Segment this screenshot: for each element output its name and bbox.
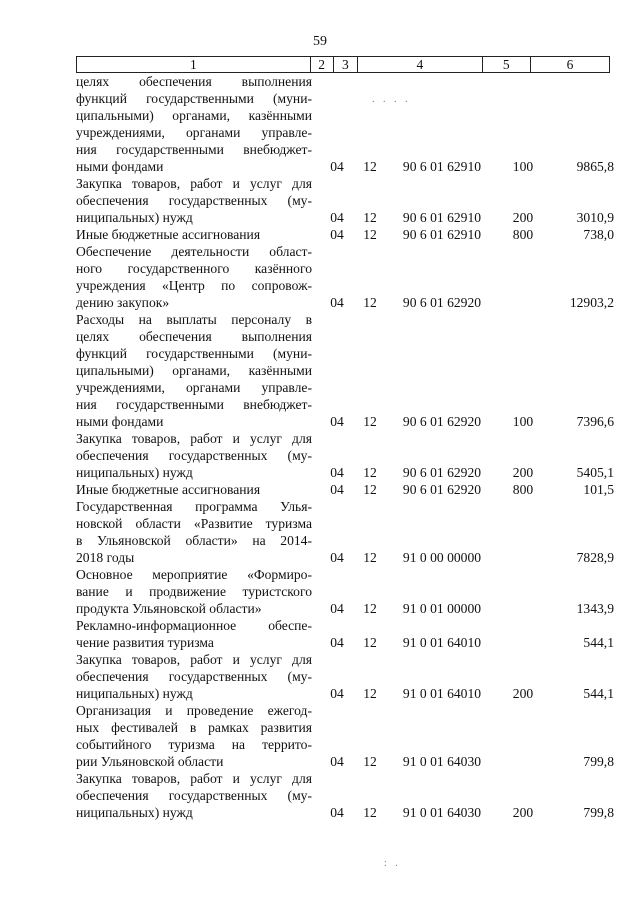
section-code: 04	[330, 465, 344, 480]
description-line: ными фондами	[76, 414, 164, 429]
description-line: Иные бюджетные ассигнования	[76, 482, 261, 497]
section-code: 04	[330, 210, 344, 225]
amount: 1343,9	[576, 601, 614, 616]
section-code: 04	[330, 635, 344, 650]
subsection-code: 12	[363, 601, 377, 616]
description-line: дению закупок»	[76, 295, 170, 310]
description-line: ципальными) органами, казёнными	[76, 363, 312, 378]
row-description	[76, 770, 312, 821]
table-row	[76, 430, 616, 481]
description-line: Расходы на выплаты персоналу в	[76, 312, 312, 327]
expense-type-code: 200	[512, 805, 534, 820]
column-header-4: 4	[358, 57, 482, 73]
section-code: 04	[330, 805, 344, 820]
subsection-code: 12	[363, 227, 377, 242]
description-line: Обеспечение деятельности област-	[76, 244, 312, 259]
row-description	[76, 498, 312, 566]
amount: 7396,6	[576, 414, 614, 429]
description-line: ниципальных) нужд	[76, 686, 193, 701]
row-description	[76, 702, 312, 770]
description-line: Иные бюджетные ассигнования	[76, 227, 261, 242]
row-description	[76, 311, 312, 430]
description-line: целях обеспечения выполнения	[76, 329, 312, 344]
description-line: рии Ульяновской области	[76, 754, 224, 769]
amount: 7828,9	[576, 550, 614, 565]
description-line: 2018 годы	[76, 550, 135, 565]
description-line: ниципальных) нужд	[76, 805, 193, 820]
subsection-code: 12	[363, 686, 377, 701]
expense-type-code: 200	[512, 465, 534, 480]
subsection-code: 12	[363, 805, 377, 820]
target-article-code: 90 6 01 62910	[402, 210, 482, 225]
column-header-table	[76, 56, 610, 73]
description-line: целях обеспечения выполнения	[76, 74, 312, 89]
description-line: учреждениями, органами управле-	[76, 380, 312, 395]
description-line: Организация и проведение ежегод-	[76, 703, 312, 718]
table-row	[76, 651, 616, 702]
page-number: 59	[313, 34, 327, 49]
section-code: 04	[330, 482, 344, 497]
amount: 544,1	[583, 635, 614, 650]
description-line: ного государственного казённого	[76, 261, 312, 276]
column-header-1: 1	[77, 57, 311, 73]
amount: 101,5	[583, 482, 614, 497]
description-line: новской области «Развитие туризма	[76, 516, 312, 531]
column-header-2: 2	[310, 57, 333, 73]
target-article-code: 90 6 01 62920	[402, 414, 482, 429]
subsection-code: 12	[363, 465, 377, 480]
table-row	[76, 498, 616, 566]
expense-type-code: 800	[512, 227, 534, 242]
description-line: событийного туризма на террито-	[76, 737, 312, 752]
amount: 12903,2	[569, 295, 614, 310]
description-line: Закупка товаров, работ и услуг для	[76, 431, 312, 446]
subsection-code: 12	[363, 550, 377, 565]
target-article-code: 91 0 00 00000	[402, 550, 482, 565]
description-line: обеспечения государственных (му-	[76, 788, 312, 803]
column-header-3: 3	[333, 57, 358, 73]
row-description	[76, 430, 312, 481]
description-line: Рекламно-информационное обеспе-	[76, 618, 312, 633]
row-description	[76, 73, 312, 175]
column-header-6: 6	[530, 57, 609, 73]
description-line: ципальными) органами, казёнными	[76, 108, 312, 123]
section-code: 04	[330, 414, 344, 429]
row-description	[76, 175, 312, 226]
row-description	[76, 651, 312, 702]
column-header-5: 5	[482, 57, 530, 73]
row-description	[76, 243, 312, 311]
description-line: продукта Ульяновской области»	[76, 601, 262, 616]
subsection-code: 12	[363, 295, 377, 310]
target-article-code: 91 0 01 64030	[402, 754, 482, 769]
description-line: ниципальных) нужд	[76, 465, 193, 480]
table-row	[76, 226, 616, 243]
table-row	[76, 175, 616, 226]
description-line: чение развития туризма	[76, 635, 214, 650]
description-line: Государственная программа Улья-	[76, 499, 312, 514]
target-article-code: 90 6 01 62920	[402, 465, 482, 480]
expense-type-code: 200	[512, 210, 534, 225]
expense-type-code: 100	[512, 159, 534, 174]
description-line: Основное мероприятие «Формиро-	[76, 567, 312, 582]
budget-table-body	[76, 73, 616, 821]
subsection-code: 12	[363, 210, 377, 225]
description-line: Закупка товаров, работ и услуг для	[76, 652, 312, 667]
section-code: 04	[330, 550, 344, 565]
subsection-code: 12	[363, 635, 377, 650]
target-article-code: 91 0 01 00000	[402, 601, 482, 616]
target-article-code: 90 6 01 62910	[402, 227, 482, 242]
section-code: 04	[330, 295, 344, 310]
table-row	[76, 311, 616, 430]
description-line: функций государственными (муни-	[76, 91, 312, 106]
amount: 3010,9	[576, 210, 614, 225]
description-line: ниципальных) нужд	[76, 210, 193, 225]
description-line: обеспечения государственных (му-	[76, 448, 312, 463]
description-line: Закупка товаров, работ и услуг для	[76, 176, 312, 191]
subsection-code: 12	[363, 159, 377, 174]
description-line: вание и продвижение туристского	[76, 584, 312, 599]
row-description	[76, 481, 312, 498]
row-description	[76, 617, 312, 651]
target-article-code: 91 0 01 64010	[402, 635, 482, 650]
amount: 5405,1	[576, 465, 614, 480]
table-row	[76, 770, 616, 821]
target-article-code: 90 6 01 62910	[402, 159, 482, 174]
table-row	[76, 481, 616, 498]
amount: 799,8	[583, 805, 614, 820]
description-line: ными фондами	[76, 159, 164, 174]
description-line: функций государственными (муни-	[76, 346, 312, 361]
amount: 544,1	[583, 686, 614, 701]
row-description	[76, 566, 312, 617]
section-code: 04	[330, 159, 344, 174]
description-line: ния государственными внебюджет-	[76, 142, 312, 157]
expense-type-code: 100	[512, 414, 534, 429]
target-article-code: 91 0 01 64030	[402, 805, 482, 820]
description-line: обеспечения государственных (му-	[76, 669, 312, 684]
scan-mark: : .	[384, 858, 401, 869]
subsection-code: 12	[363, 754, 377, 769]
target-article-code: 90 6 01 62920	[402, 295, 482, 310]
subsection-code: 12	[363, 482, 377, 497]
table-row	[76, 702, 616, 770]
description-line: ных фестивалей в рамках развития	[76, 720, 312, 735]
description-line: учреждениями, органами управле-	[76, 125, 312, 140]
column-header-row	[77, 57, 610, 73]
table-row	[76, 243, 616, 311]
amount: 9865,8	[576, 159, 614, 174]
description-line: ния государственными внебюджет-	[76, 397, 312, 412]
section-code: 04	[330, 601, 344, 616]
description-line: учреждения «Центр по сопровож-	[76, 278, 312, 293]
section-code: 04	[330, 227, 344, 242]
expense-type-code: 200	[512, 686, 534, 701]
section-code: 04	[330, 686, 344, 701]
scan-mark: . . . .	[372, 94, 411, 105]
target-article-code: 91 0 01 64010	[402, 686, 482, 701]
amount: 799,8	[583, 754, 614, 769]
table-row	[76, 73, 616, 175]
table-row	[76, 566, 616, 617]
description-line: в Ульяновской области» на 2014-	[76, 533, 312, 548]
target-article-code: 90 6 01 62920	[402, 482, 482, 497]
amount: 738,0	[583, 227, 614, 242]
expense-type-code: 800	[512, 482, 534, 497]
row-description	[76, 226, 312, 243]
description-line: Закупка товаров, работ и услуг для	[76, 771, 312, 786]
subsection-code: 12	[363, 414, 377, 429]
description-line: обеспечения государственных (му-	[76, 193, 312, 208]
section-code: 04	[330, 754, 344, 769]
table-row	[76, 617, 616, 651]
